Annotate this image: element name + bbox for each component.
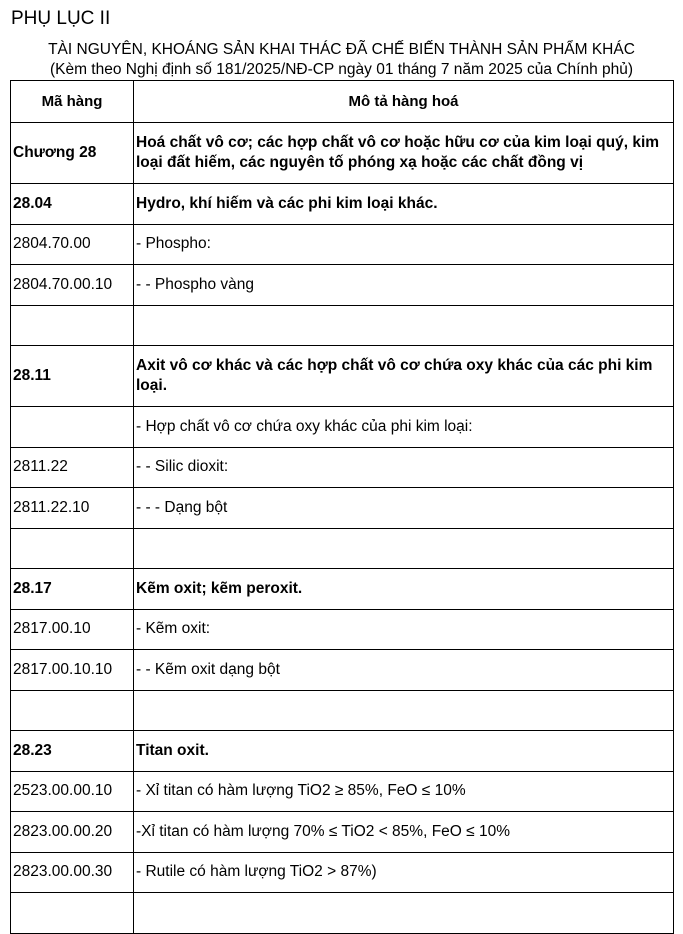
description-cell: Axit vô cơ khác và các hợp chất vô cơ chứa oxy khác của các phi kim loại. <box>134 346 674 407</box>
table-header-row <box>11 81 674 123</box>
table-row <box>11 609 674 650</box>
code-cell: 28.17 <box>11 569 134 610</box>
description-cell: - - Phospho vàng <box>134 265 674 306</box>
column-header-description: Mô tả hàng hoá <box>134 81 674 123</box>
table-row <box>11 224 674 265</box>
table-row-empty <box>11 305 674 346</box>
code-cell: 2823.00.00.20 <box>11 812 134 853</box>
code-cell: 2817.00.10.10 <box>11 650 134 691</box>
description-cell: - Hợp chất vô cơ chứa oxy khác của phi kim loại: <box>134 407 674 448</box>
table-row <box>11 569 674 610</box>
page-subtitle: TÀI NGUYÊN, KHOÁNG SẢN KHAI THÁC ĐÃ CHẾ BIẾN THÀNH SẢN PHẨM KHÁC <box>48 41 635 58</box>
description-cell: -Xỉ titan có hàm lượng 70% ≤ TiO2 < 85%, FeO ≤ 10% <box>134 812 674 853</box>
description-cell: Hoá chất vô cơ; các hợp chất vô cơ hoặc hữu cơ của kim loại quý, kim loại đất hiếm, các nguyên tố phóng xạ hoặc các chất đồng vị <box>134 123 674 184</box>
table-row <box>11 812 674 853</box>
table-row <box>11 650 674 691</box>
table-row <box>11 488 674 529</box>
code-cell: 2817.00.10 <box>11 609 134 650</box>
code-cell: 28.11 <box>11 346 134 407</box>
code-cell <box>11 690 134 731</box>
table-row <box>11 184 674 225</box>
description-cell: - Phospho: <box>134 224 674 265</box>
description-cell <box>134 528 674 569</box>
description-cell: - Xỉ titan có hàm lượng TiO2 ≥ 85%, FeO ≤ 10% <box>134 771 674 812</box>
description-cell <box>134 305 674 346</box>
code-cell: 28.04 <box>11 184 134 225</box>
description-cell: - - Silic dioxit: <box>134 447 674 488</box>
table-row <box>11 265 674 306</box>
description-cell <box>134 690 674 731</box>
code-cell <box>11 893 134 934</box>
table-row <box>11 731 674 772</box>
code-cell: Chương 28 <box>11 123 134 184</box>
table-row <box>11 123 674 184</box>
description-cell: - - Kẽm oxit dạng bột <box>134 650 674 691</box>
code-cell: 2804.70.00 <box>11 224 134 265</box>
commodity-table <box>10 80 674 934</box>
decree-note: (Kèm theo Nghị định số 181/2025/NĐ-CP ngày 01 tháng 7 năm 2025 của Chính phủ) <box>49 61 634 78</box>
table-row <box>11 447 674 488</box>
column-header-code: Mã hàng <box>11 81 134 123</box>
table-row <box>11 852 674 893</box>
table-row-empty <box>11 528 674 569</box>
description-cell: Kẽm oxit; kẽm peroxit. <box>134 569 674 610</box>
description-cell: Hydro, khí hiếm và các phi kim loại khác. <box>134 184 674 225</box>
code-cell <box>11 305 134 346</box>
description-cell: - Kẽm oxit: <box>134 609 674 650</box>
code-cell: 2804.70.00.10 <box>11 265 134 306</box>
page-title: PHỤ LỤC II <box>11 8 111 29</box>
description-cell: Titan oxit. <box>134 731 674 772</box>
code-cell <box>11 528 134 569</box>
description-cell: - Rutile có hàm lượng TiO2 > 87%) <box>134 852 674 893</box>
code-cell: 28.23 <box>11 731 134 772</box>
table-row-empty <box>11 893 674 934</box>
table-row <box>11 771 674 812</box>
code-cell: 2823.00.00.30 <box>11 852 134 893</box>
table-row <box>11 346 674 407</box>
table-row-empty <box>11 690 674 731</box>
code-cell: 2523.00.00.10 <box>11 771 134 812</box>
code-cell: 2811.22.10 <box>11 488 134 529</box>
table-row <box>11 407 674 448</box>
code-cell <box>11 407 134 448</box>
description-cell <box>134 893 674 934</box>
code-cell: 2811.22 <box>11 447 134 488</box>
description-cell: - - - Dạng bột <box>134 488 674 529</box>
